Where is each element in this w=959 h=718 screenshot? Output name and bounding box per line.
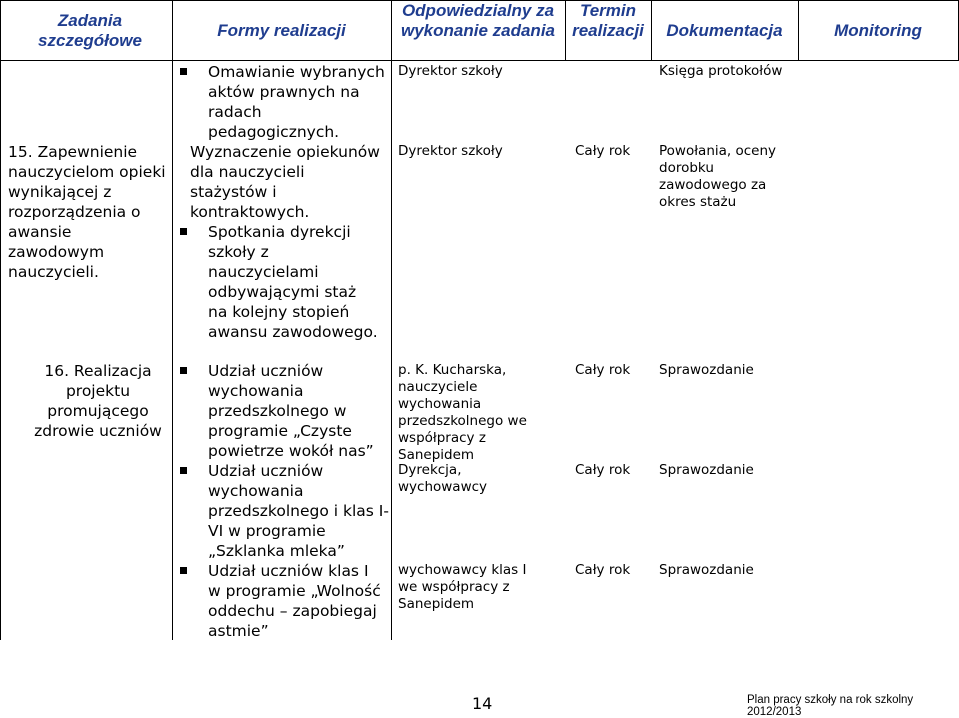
documentation-text: Księga protokołów [659, 63, 783, 79]
column-divider [391, 0, 392, 640]
form-item [180, 561, 390, 641]
responsible-text: Dyrektor szkoły [398, 143, 503, 159]
bullet-square-icon [180, 367, 187, 374]
form-item-text: Udział uczniów klas I w programie „Wolność oddechu – zapobiegaj astmie” [208, 562, 381, 640]
documentation-text: Sprawozdanie [659, 562, 754, 578]
form-item [180, 461, 390, 561]
bullet-square-icon [180, 228, 187, 235]
form-item-text: Udział uczniów wychowania przedszkolnego i klas I-VI w programie „Szklanka mleka” [208, 462, 389, 560]
header-forms: Formy realizacji [217, 21, 346, 40]
term-text: Cały rok [575, 562, 631, 578]
form-item-text: Spotkania dyrekcji szkoły z nauczycielami odbywającymi staż na kolejny stopień awansu zawodowego. [208, 223, 378, 341]
term-text: Cały rok [575, 462, 631, 478]
responsible-text: Dyrektor szkoły [398, 63, 503, 79]
form-item-text: Omawianie wybranych aktów prawnych na radach pedagogicznych. [208, 63, 385, 141]
header-tasks: Zadania szczegółowe [38, 11, 142, 50]
form-item-text: Udział uczniów wychowania przedszkolnego w programie „Czyste powietrze wokół nas” [208, 362, 374, 460]
form-item [180, 222, 390, 342]
bullet-square-icon [180, 68, 187, 75]
bullet-square-icon [180, 467, 187, 474]
bullet-square-icon [180, 567, 187, 574]
form-item [180, 361, 390, 461]
header-term: Termin realizacji [572, 1, 644, 40]
column-divider [172, 0, 173, 640]
footer-note: Plan pracy szkoły na rok szkolny 2012/2013 [747, 694, 914, 718]
documentation-text: Powołania, oceny dorobku zawodowego za okres stażu [659, 143, 777, 210]
responsible-text: wychowawcy klas I we współpracy z Sanepidem [398, 562, 527, 612]
term-text: Cały rok [575, 143, 631, 159]
header-documentation: Dokumentacja [666, 21, 783, 40]
header-responsible: Odpowiedzialny za wykonanie zadania [401, 1, 555, 40]
task-15: 15. Zapewnienie nauczycielom opieki wynikającej z rozporządzenia o awansie zawodowym nauczycieli. [8, 143, 166, 281]
form-item [180, 62, 390, 142]
page-number: 14 [472, 694, 493, 713]
table-border-left [0, 0, 1, 640]
responsible-text: Dyrekcja, wychowawcy [398, 462, 488, 495]
documentation-text: Sprawozdanie [659, 462, 754, 478]
documentation-text: Sprawozdanie [659, 362, 754, 378]
header-bottom-border [0, 60, 959, 61]
header-monitoring: Monitoring [834, 21, 922, 40]
form-item-text: Wyznaczenie opiekunów dla nauczycieli stażystów i kontraktowych. [190, 143, 380, 221]
task-16: 16. Realizacja projektu promującego zdrowie uczniów [34, 362, 162, 440]
responsible-text: p. K. Kucharska, nauczyciele wychowania przedszkolnego we współpracy z Sanepidem [398, 362, 527, 463]
term-text: Cały rok [575, 362, 631, 378]
